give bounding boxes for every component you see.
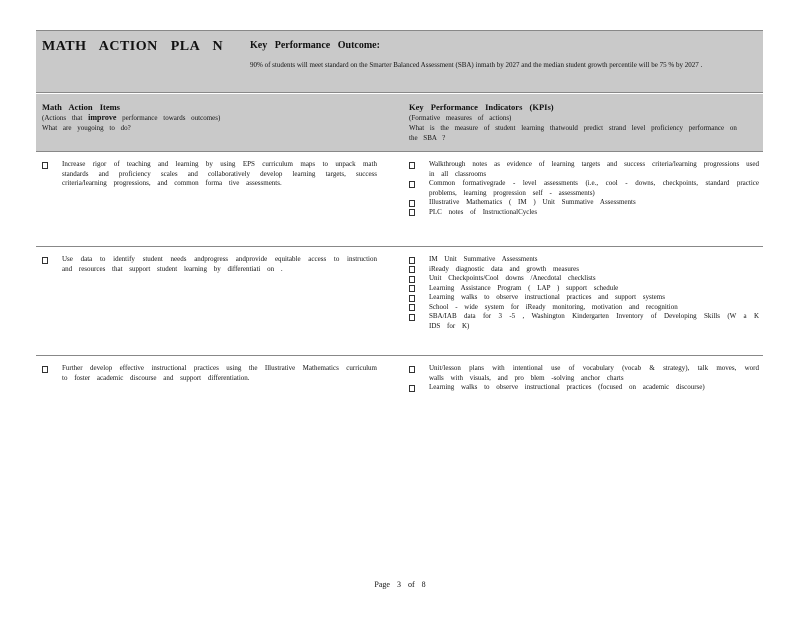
outcome-statement: 90% of students will meet standard on the Smarter Balanced Assessment (SBA) inmath by 2027 and the median student growth percentile will be 75 % by 2027 . — [250, 61, 703, 69]
list-item — [42, 255, 377, 274]
checkbox-bullet-icon — [42, 162, 48, 169]
table-row — [36, 247, 763, 356]
action-items-subtitle-post: performance towards outcomes) — [122, 114, 221, 122]
list-item — [409, 293, 759, 303]
checkbox-bullet-icon — [409, 314, 415, 321]
kpi-text: Common formativegrade - level assessments (i.e., cool - downs, checkpoints, standard practice problems, learning progression self - assessments) — [429, 179, 759, 197]
action-cell — [42, 255, 377, 274]
kpi-text: Unit Checkpoints/Cool downs /Anecdotal checklists — [429, 274, 596, 282]
checkbox-bullet-icon — [409, 276, 415, 283]
kpi-cell — [409, 364, 759, 393]
kpi-text: SBA/IAB data for 3 -5 , Washington Kindergarten Inventory of Developing Skills (W a K IDS for K) — [429, 312, 759, 330]
list-item — [409, 208, 759, 218]
document-title: MATH ACTION PLA N — [42, 39, 224, 54]
list-item — [409, 265, 759, 275]
kpi-text: Learning Assistance Program ( LAP ) support schedule — [429, 283, 619, 292]
column-headers — [36, 94, 763, 152]
list-item — [42, 364, 377, 383]
kpi-cell — [409, 255, 759, 331]
page-number: Page 3 of 8 — [374, 580, 426, 589]
kpi-text: School - wide system for iReady monitoring, motivation and recognition — [429, 302, 678, 311]
kpi-title: Key Performance Indicators (KPIs) — [409, 102, 554, 112]
action-plan-page — [36, 30, 763, 418]
checkbox-bullet-icon — [409, 200, 415, 207]
action-cell — [42, 364, 377, 383]
checkbox-bullet-icon — [409, 266, 415, 273]
checkbox-bullet-icon — [409, 385, 415, 392]
action-text: Use data to identify student needs andprogress andprovide equitable access to instruction and resources that support student learning by differentiati on . — [62, 255, 377, 273]
kpi-text: Unit/lesson plans with intentional use of vocabulary (vocab & strategy), talk moves, word walls with visuals, and pro blem -solving anchor charts — [429, 364, 759, 382]
checkbox-bullet-icon — [409, 304, 415, 311]
checkbox-bullet-icon — [409, 366, 415, 373]
plan-header — [36, 30, 763, 93]
checkbox-bullet-icon — [42, 366, 48, 373]
kpi-text: IM Unit Summative Assessments — [429, 255, 538, 263]
list-item — [409, 255, 759, 265]
list-item — [409, 303, 759, 313]
list-item — [409, 383, 759, 393]
action-items-subtitle — [42, 113, 377, 123]
kpi-text: Learning walks to observe instructional practices (focused on academic discourse) — [429, 383, 705, 391]
action-items-subtitle-pre: (Actions that — [42, 114, 83, 122]
kpi-text: PLC notes of InstructionalCycles — [429, 207, 538, 216]
checkbox-bullet-icon — [409, 257, 415, 264]
checkbox-bullet-icon — [42, 257, 48, 264]
action-items-subtitle-bold: improve — [88, 113, 117, 122]
action-items-title: Math Action Items — [42, 102, 120, 112]
list-item — [409, 274, 759, 284]
list-item — [409, 312, 759, 331]
kpi-text: Learning walks to observe instructional practices and support systems — [429, 293, 665, 301]
action-items-header — [42, 101, 377, 133]
kpi-cell — [409, 160, 759, 217]
kpi-question: What is the measure of student learning thatwould predict strand level proficiency performance on the SBA ? — [409, 124, 737, 142]
checkbox-bullet-icon — [409, 162, 415, 169]
kpi-subtitle: (Formative measures of actions) — [409, 114, 512, 122]
kpi-header — [409, 101, 739, 143]
table-row — [36, 152, 763, 247]
key-performance-outcome-heading: Key Performance Outcome: — [250, 40, 380, 51]
list-item — [409, 198, 759, 208]
action-cell — [42, 160, 377, 189]
list-item — [409, 179, 759, 198]
action-items-question: What are yougoing to do? — [42, 124, 131, 132]
list-item — [42, 160, 377, 189]
checkbox-bullet-icon — [409, 181, 415, 188]
list-item — [409, 284, 759, 294]
action-text: Further develop effective instructional practices using the Illustrative Mathematics curriculum to foster academic discourse and support differentiation. — [62, 364, 377, 382]
table-row — [36, 356, 763, 418]
checkbox-bullet-icon — [409, 285, 415, 292]
action-text: Increase rigor of teaching and learning by using EPS curriculum maps to unpack math standards and proficiency scales and collaboratively develop learning targets, success criteria/learning progressions, and common forma tive assessments. — [62, 160, 377, 187]
checkbox-bullet-icon — [409, 209, 415, 216]
kpi-text: Walkthrough notes as evidence of learning targets and success criteria/learning progressions used in all classrooms — [429, 160, 759, 178]
kpi-text: iReady diagnostic data and growth measures — [429, 264, 579, 273]
list-item — [409, 364, 759, 383]
kpi-text: Illustrative Mathematics ( IM ) Unit Summative Assessments — [429, 198, 636, 206]
checkbox-bullet-icon — [409, 295, 415, 302]
list-item — [409, 160, 759, 179]
